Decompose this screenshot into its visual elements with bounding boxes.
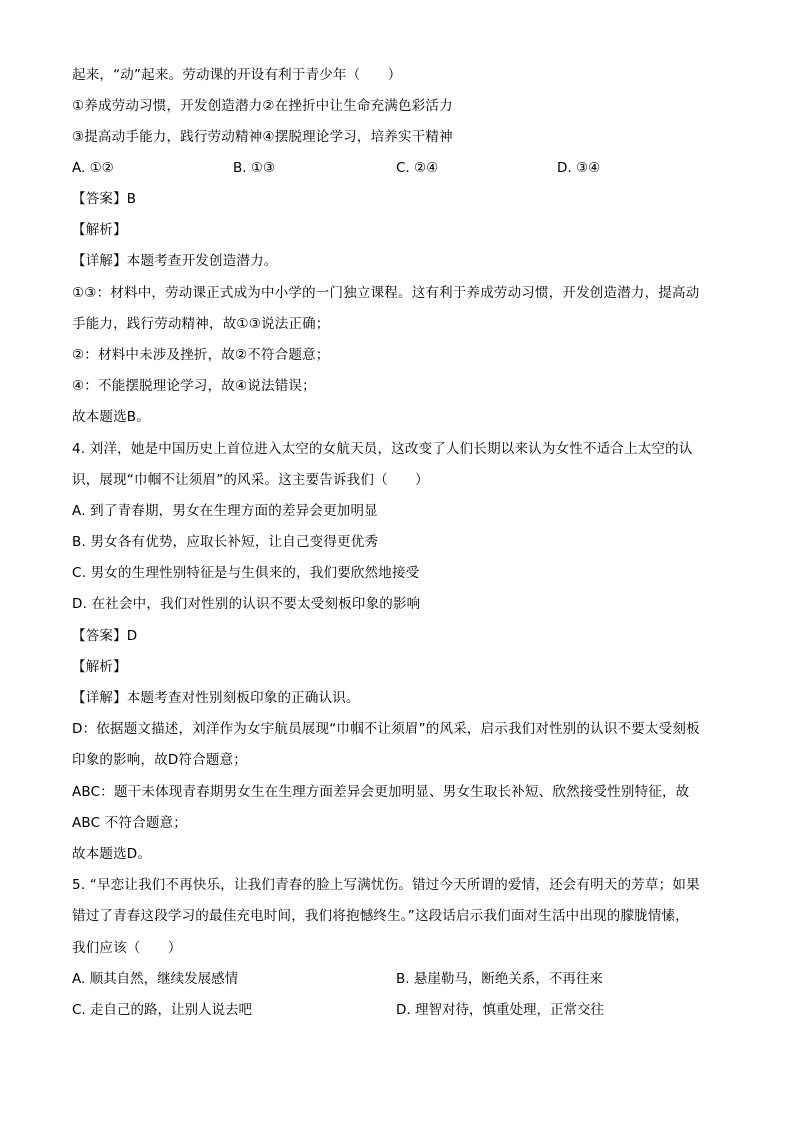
q5-stem-2: 错过了青春这段学习的最佳充电时间，我们将抱憾终生。”这段话启示我们面对生活中出现的朦胧情愫， — [72, 908, 689, 924]
q3-conclusion: 故本题选B。 — [72, 409, 150, 425]
q3-detail: 【详解】本题考查开发创造潜力。 — [72, 253, 278, 269]
q4-stem-2: 识，展现“巾帼不让须眉”的风采。这主要告诉我们（ ） — [72, 472, 429, 488]
q5-option-c: C. 走自己的路，让别人说去吧 — [72, 1002, 253, 1018]
q3-explain-2: ②：材料中未涉及挫折，故②不符合题意； — [72, 347, 330, 363]
q4-option-d: D. 在社会中，我们对性别的认识不要太受刻板印象的影响 — [72, 596, 421, 612]
q3-analysis-label: 【解析】 — [72, 222, 127, 238]
q4-analysis-label: 【解析】 — [72, 659, 127, 675]
q5-option-a: A. 顺其自然，继续发展感情 — [72, 971, 239, 987]
q3-statement-1: ①养成劳动习惯，开发创造潜力②在挫折中让生命充满色彩活力 — [72, 98, 453, 114]
q4-stem-1: 4. 刘洋，她是中国历史上首位进入太空的女航天员，这改变了人们长期以来认为女性不适合上太空的认 — [72, 441, 693, 457]
q3-explain-3: ④：不能摆脱理论学习，故④说法错误； — [72, 378, 316, 394]
q3-option-b: B. ①③ — [233, 160, 276, 176]
q4-detail: 【详解】本题考查对性别刻板印象的正确认识。 — [72, 690, 360, 706]
q3-explain-1a: ①③：材料中，劳动课正式成为中小学的一门独立课程。这有利于养成劳动习惯，开发创造潜力，提高动 — [72, 285, 700, 301]
q4-option-c: C. 男女的生理性别特征是与生俱来的，我们要欣然地接受 — [72, 565, 420, 581]
q4-conclusion: 故本题选D。 — [72, 846, 152, 862]
q3-statement-2: ③提高动手能力，践行劳动精神④摆脱理论学习，培养实干精神 — [72, 129, 453, 145]
q3-option-c: C. ②④ — [396, 160, 439, 176]
q4-explain-2b: ABC 不符合题意； — [72, 815, 187, 831]
q3-answer: 【答案】B — [72, 191, 137, 207]
q5-option-d: D. 理智对待，慎重处理，正常交往 — [396, 1002, 604, 1018]
q5-stem-1: 5. “早恋让我们不再快乐，让我们青春的脸上写满忧伤。错过今天所谓的爱情，还会有明天的芳草；如果 — [72, 877, 700, 893]
q3-stem-end: 起来，“动”起来。劳动课的开设有利于青少年（ ） — [72, 67, 402, 83]
q3-explain-1b: 手能力，践行劳动精神，故①③说法正确； — [72, 316, 330, 332]
q3-option-d: D. ③④ — [557, 160, 601, 176]
q3-option-a: A. ①② — [72, 160, 114, 176]
q4-option-b: B. 男女各有优势，应取长补短，让自己变得更优秀 — [72, 534, 379, 550]
q5-option-b: B. 悬崖勒马，断绝关系，不再往来 — [396, 971, 603, 987]
q4-explain-1b: 印象的影响，故D符合题意； — [72, 752, 247, 768]
q4-explain-2a: ABC：题干未体现青春期男女生在生理方面差异会更加明显、男女生取长补短、欣然接受性别特征，故 — [72, 784, 690, 800]
q4-answer: 【答案】D — [72, 628, 138, 644]
q4-option-a: A. 到了青春期，男女在生理方面的差异会更加明显 — [72, 503, 378, 519]
q5-stem-3: 我们应该（ ） — [72, 940, 182, 956]
q4-explain-1a: D：依据题文描述，刘洋作为女宇航员展现“巾帼不让须眉”的风采，启示我们对性别的认识不要太受刻板 — [72, 721, 700, 737]
